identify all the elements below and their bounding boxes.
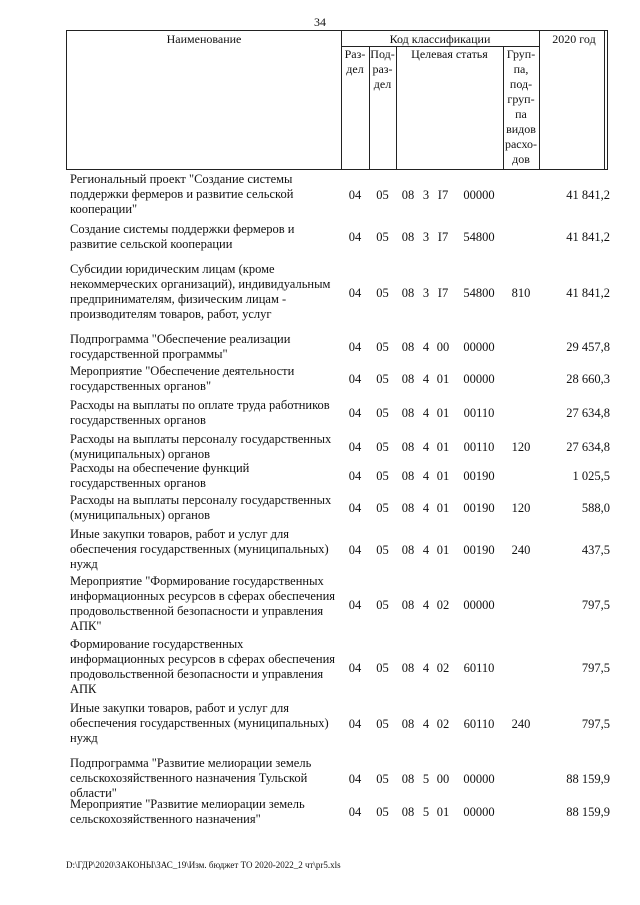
row-name: Формирование государственных информационных ресурсов в сферах обеспечения продовольственной безопасности и управления АПК bbox=[70, 637, 336, 696]
code-t3: 01 bbox=[436, 406, 450, 420]
amount: 41 841,2 bbox=[566, 188, 610, 202]
row-name: Создание системы поддержки фермеров и развитие сельской кооперации bbox=[70, 222, 295, 251]
code-grp: 240 bbox=[511, 717, 531, 731]
header-group: Груп- па, под- груп- па видов расхо- дов bbox=[504, 47, 538, 166]
table-row bbox=[66, 172, 608, 218]
code-rz: 04 bbox=[348, 406, 362, 420]
header-razdel: Раз- дел bbox=[344, 47, 366, 76]
code-t4: 00190 bbox=[463, 501, 495, 515]
table-row bbox=[66, 432, 608, 464]
code-grp: 240 bbox=[511, 543, 531, 557]
code-t4: 00110 bbox=[463, 440, 495, 454]
code-rz: 04 bbox=[348, 772, 362, 786]
row-name: Подпрограмма "Обеспечение реализации государственной программы" bbox=[70, 332, 291, 361]
code-t1: 08 bbox=[401, 805, 415, 819]
table-row bbox=[66, 701, 608, 753]
code-t3: 01 bbox=[436, 440, 450, 454]
row-name: Региональный проект "Создание системы поддержки фермеров и развитие сельской кооперации" bbox=[70, 172, 294, 216]
code-rz: 04 bbox=[348, 717, 362, 731]
code-prz: 05 bbox=[376, 543, 389, 557]
amount: 28 660,3 bbox=[566, 372, 610, 386]
code-t3: 01 bbox=[436, 501, 450, 515]
amount: 797,5 bbox=[581, 661, 610, 675]
code-t2: 4 bbox=[422, 406, 430, 420]
code-rz: 04 bbox=[348, 598, 362, 612]
amount: 27 634,8 bbox=[566, 406, 610, 420]
code-t4: 54800 bbox=[463, 230, 495, 244]
code-t3: I7 bbox=[437, 286, 449, 300]
code-grp: 120 bbox=[511, 501, 531, 515]
code-prz: 05 bbox=[376, 340, 389, 354]
amount: 88 159,9 bbox=[566, 805, 610, 819]
code-rz: 04 bbox=[348, 805, 362, 819]
code-t3: 01 bbox=[436, 372, 450, 386]
code-t2: 4 bbox=[422, 340, 430, 354]
code-t4: 00000 bbox=[463, 340, 495, 354]
code-t3: I7 bbox=[437, 188, 449, 202]
code-t4: 00000 bbox=[463, 188, 495, 202]
code-prz: 05 bbox=[376, 805, 389, 819]
code-prz: 05 bbox=[376, 188, 389, 202]
header-name: Наименование bbox=[166, 32, 242, 46]
code-t2: 4 bbox=[422, 661, 430, 675]
code-t2: 4 bbox=[422, 598, 430, 612]
code-rz: 04 bbox=[348, 372, 362, 386]
row-name: Расходы на выплаты персоналу государственных (муниципальных) органов bbox=[70, 493, 332, 522]
code-t2: 3 bbox=[422, 286, 430, 300]
grid-line bbox=[539, 31, 540, 169]
file-path-footer: D:\ГДР\2020\ЗАКОНЫ\ЗАС_19\Изм. бюджет ТО 2020-2022_2 чт\pr5.xls bbox=[66, 860, 341, 870]
code-t2: 4 bbox=[422, 717, 430, 731]
code-t1: 08 bbox=[401, 501, 415, 515]
row-name: Субсидии юридическим лицам (кроме некоммерческих организаций), индивидуальным предпринимателям, физическим лицам - производителям товаров, работ, услуг bbox=[70, 262, 331, 321]
code-rz: 04 bbox=[348, 230, 362, 244]
code-t1: 08 bbox=[401, 661, 415, 675]
amount: 588,0 bbox=[581, 501, 610, 515]
code-rz: 04 bbox=[348, 661, 362, 675]
code-prz: 05 bbox=[376, 598, 389, 612]
grid-line bbox=[604, 31, 605, 169]
code-prz: 05 bbox=[376, 286, 389, 300]
table-row bbox=[66, 364, 608, 396]
code-t2: 4 bbox=[422, 501, 430, 515]
code-t4: 60110 bbox=[463, 661, 495, 675]
header-year: 2020 год bbox=[552, 32, 596, 46]
code-t3: 02 bbox=[436, 598, 450, 612]
code-t4: 00110 bbox=[463, 406, 495, 420]
row-name: Расходы на выплаты по оплате труда работников государственных органов bbox=[70, 398, 330, 427]
code-t4: 00000 bbox=[463, 372, 495, 386]
table-header bbox=[66, 30, 608, 170]
row-name: Расходы на обеспечение функций государственных органов bbox=[70, 461, 250, 490]
code-prz: 05 bbox=[376, 661, 389, 675]
table-row bbox=[66, 574, 608, 634]
code-rz: 04 bbox=[348, 188, 362, 202]
code-t2: 4 bbox=[422, 372, 430, 386]
code-t3: 00 bbox=[436, 772, 450, 786]
code-t2: 4 bbox=[422, 440, 430, 454]
code-t2: 3 bbox=[422, 230, 430, 244]
code-t1: 08 bbox=[401, 543, 415, 557]
row-name: Иные закупки товаров, работ и услуг для обеспечения государственных (муниципальных) нужд bbox=[70, 527, 329, 571]
code-t1: 08 bbox=[401, 717, 415, 731]
table-row bbox=[66, 222, 608, 254]
code-prz: 05 bbox=[376, 406, 389, 420]
code-t4: 00190 bbox=[463, 469, 495, 483]
code-t4: 60110 bbox=[463, 717, 495, 731]
code-t2: 4 bbox=[422, 543, 430, 557]
code-rz: 04 bbox=[348, 440, 362, 454]
header-target: Целевая статья bbox=[411, 47, 488, 61]
code-t2: 4 bbox=[422, 469, 430, 483]
code-t2: 5 bbox=[422, 772, 430, 786]
code-t3: 01 bbox=[436, 469, 450, 483]
grid-line bbox=[396, 46, 397, 169]
amount: 797,5 bbox=[581, 598, 610, 612]
amount: 1 025,5 bbox=[572, 469, 610, 483]
header-code: Код классификации bbox=[389, 32, 491, 46]
table-row bbox=[66, 637, 608, 697]
code-t1: 08 bbox=[401, 406, 415, 420]
code-t3: 02 bbox=[436, 717, 450, 731]
amount: 29 457,8 bbox=[566, 340, 610, 354]
amount: 437,5 bbox=[581, 543, 610, 557]
code-prz: 05 bbox=[376, 230, 389, 244]
row-name: Расходы на выплаты персоналу государственных (муниципальных) органов bbox=[70, 432, 332, 461]
code-t3: I7 bbox=[437, 230, 449, 244]
code-prz: 05 bbox=[376, 717, 389, 731]
amount: 41 841,2 bbox=[566, 230, 610, 244]
amount: 797,5 bbox=[581, 717, 610, 731]
table-row bbox=[66, 493, 608, 525]
table-row bbox=[66, 756, 610, 800]
code-t2: 3 bbox=[422, 188, 430, 202]
row-name: Мероприятие "Формирование государственных информационных ресурсов в сферах обеспечения продовольственной безопасности и управления АПК" bbox=[70, 574, 336, 633]
code-t4: 00000 bbox=[463, 805, 495, 819]
code-prz: 05 bbox=[376, 372, 389, 386]
code-t2: 5 bbox=[422, 805, 430, 819]
code-t1: 08 bbox=[401, 286, 415, 300]
table-row bbox=[66, 461, 608, 491]
code-rz: 04 bbox=[348, 543, 362, 557]
code-t1: 08 bbox=[401, 188, 415, 202]
amount: 41 841,2 bbox=[566, 286, 610, 300]
table-row bbox=[66, 797, 608, 833]
code-t1: 08 bbox=[401, 230, 415, 244]
code-t3: 01 bbox=[436, 543, 450, 557]
amount: 27 634,8 bbox=[566, 440, 610, 454]
code-rz: 04 bbox=[348, 469, 362, 483]
code-rz: 04 bbox=[348, 501, 362, 515]
code-t4: 54800 bbox=[463, 286, 495, 300]
code-t1: 08 bbox=[401, 340, 415, 354]
row-name: Подпрограмма "Развитие мелиорации земель сельскохозяйственного назначения Тульской области" bbox=[70, 756, 312, 800]
table-row bbox=[66, 262, 608, 324]
amount: 88 159,9 bbox=[566, 772, 610, 786]
table-row bbox=[66, 398, 608, 430]
code-t3: 01 bbox=[436, 805, 450, 819]
page-number: 34 bbox=[314, 15, 326, 29]
code-prz: 05 bbox=[376, 440, 389, 454]
code-t3: 02 bbox=[436, 661, 450, 675]
table-row bbox=[66, 332, 608, 362]
code-t4: 00000 bbox=[463, 772, 495, 786]
code-rz: 04 bbox=[348, 286, 362, 300]
code-prz: 05 bbox=[376, 469, 389, 483]
code-t4: 00190 bbox=[463, 543, 495, 557]
code-t4: 00000 bbox=[463, 598, 495, 612]
header-podrazdel: Под- раз- дел bbox=[370, 47, 395, 91]
code-rz: 04 bbox=[348, 340, 362, 354]
code-t1: 08 bbox=[401, 440, 415, 454]
row-name: Мероприятие "Развитие мелиорации земель сельскохозяйственного назначения" bbox=[70, 797, 305, 826]
code-grp: 810 bbox=[511, 286, 531, 300]
row-name: Иные закупки товаров, работ и услуг для обеспечения государственных (муниципальных) нужд bbox=[70, 701, 329, 745]
code-t1: 08 bbox=[401, 469, 415, 483]
code-prz: 05 bbox=[376, 772, 389, 786]
code-t3: 00 bbox=[436, 340, 450, 354]
code-prz: 05 bbox=[376, 501, 389, 515]
code-grp: 120 bbox=[511, 440, 531, 454]
code-t1: 08 bbox=[401, 772, 415, 786]
row-name: Мероприятие "Обеспечение деятельности государственных органов" bbox=[70, 364, 295, 393]
code-t1: 08 bbox=[401, 598, 415, 612]
code-t1: 08 bbox=[401, 372, 415, 386]
table-row bbox=[66, 527, 608, 571]
